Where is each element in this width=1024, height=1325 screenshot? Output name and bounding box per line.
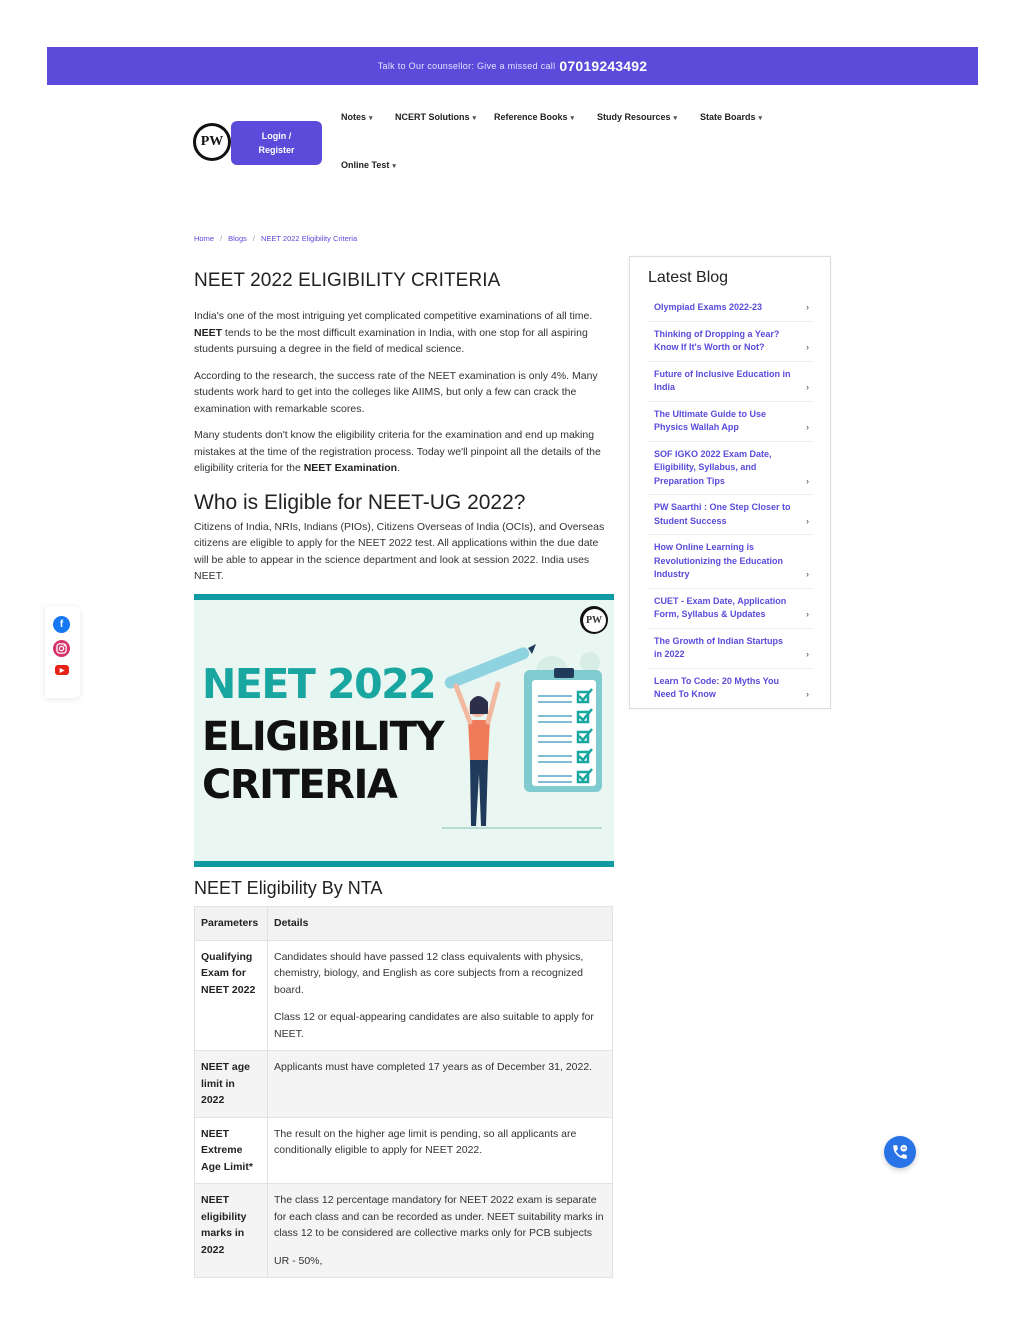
- nav-online-label: Online Test: [341, 160, 390, 170]
- article: [194, 270, 614, 595]
- nav-online-test[interactable]: [341, 160, 396, 170]
- phone-call-icon[interactable]: [884, 1136, 916, 1168]
- table-header-row: [195, 907, 613, 941]
- table-cell-details: The class 12 percentage mandatory for NEET 2022 exam is separate for each class and can be recorded as under. NEET suitability marks in class 12 to be considered are collective marks only for PCB subjects UR - 50%,: [268, 1184, 613, 1278]
- blog-item[interactable]: PW Saarthi : One Step Closer to Student Success ›: [648, 495, 813, 535]
- blog-item[interactable]: Future of Inclusive Education in India ›: [648, 362, 813, 402]
- sidebar-title: Latest Blog: [648, 269, 729, 286]
- section-heading-nta: NEET Eligibility By NTA: [194, 878, 383, 898]
- breadcrumb-blogs[interactable]: Blogs: [228, 234, 247, 243]
- banner-line-1: NEET 2022: [202, 660, 436, 708]
- neet-exam-link[interactable]: NEET Examination: [303, 462, 398, 474]
- social-share-bar: [45, 606, 80, 698]
- neet-banner-image: [194, 594, 614, 867]
- table-header-parameters: Parameters: [195, 907, 268, 941]
- blog-list: [648, 295, 813, 708]
- woman-checklist-illustration: [432, 632, 612, 832]
- table-row: [195, 1117, 613, 1184]
- chevron-right-icon: ›: [806, 689, 809, 699]
- table-row: [195, 1051, 613, 1118]
- caret-down-icon: ▾: [570, 115, 575, 122]
- nav-study-label: Study Resources: [597, 112, 671, 122]
- pw-logo-text: PW: [196, 126, 228, 158]
- counsellor-bar: [47, 47, 978, 85]
- nav-notes[interactable]: [341, 112, 373, 122]
- table-row: [195, 1184, 613, 1278]
- blog-item[interactable]: Olympiad Exams 2022-23 ›: [648, 295, 813, 322]
- caret-down-icon: ▾: [472, 115, 477, 122]
- breadcrumb: Home / Blogs / NEET 2022 Eligibility Criteria: [194, 234, 358, 243]
- blog-item[interactable]: The Growth of Indian Startups in 2022 ›: [648, 629, 813, 669]
- nav-state-label: State Boards: [700, 112, 756, 122]
- table-cell-param: NEET Extreme Age Limit*: [195, 1117, 268, 1184]
- blog-item[interactable]: Thinking of Dropping a Year? Know If It's Worth or Not? ›: [648, 322, 813, 362]
- chevron-right-icon: ›: [806, 342, 809, 352]
- caret-down-icon: ▾: [369, 115, 373, 122]
- nav-reference-label: Reference Books: [494, 112, 568, 122]
- youtube-icon[interactable]: ▶: [55, 665, 69, 675]
- criteria-paragraph: Many students don't know the eligibility criteria for the examination and end up making mistakes at the time of the registration process. Today we'll pinpoint all the details of the eligibility criteria for the NEET Examination.: [194, 429, 601, 474]
- blog-item[interactable]: SOF IGKO 2022 Exam Date, Eligibility, Syllabus, and Preparation Tips ›: [648, 442, 813, 496]
- page-title: NEET 2022 ELIGIBILITY CRITERIA: [194, 270, 501, 291]
- nav-study-resources[interactable]: [597, 112, 677, 122]
- table-cell-param: NEET age limit in 2022: [195, 1051, 268, 1118]
- pw-logo[interactable]: [193, 123, 231, 161]
- breadcrumb-current: NEET 2022 Eligibility Criteria: [260, 234, 358, 243]
- blog-item[interactable]: Learn To Code: 20 Myths You Need To Know ›: [648, 669, 813, 708]
- neet-link[interactable]: NEET: [194, 326, 223, 339]
- table-cell-param: NEET eligibility marks in 2022: [195, 1184, 268, 1278]
- table-cell-param: Qualifying Exam for NEET 2022: [195, 940, 268, 1051]
- eligibility-table: [194, 906, 613, 1278]
- table-header-details: Details: [268, 907, 613, 941]
- blog-item[interactable]: How Online Learning is Revolutionizing the Education Industry ›: [648, 535, 813, 589]
- instagram-icon[interactable]: [53, 640, 70, 657]
- table-cell-details: Applicants must have completed 17 years as of December 31, 2022.: [268, 1051, 613, 1118]
- caret-down-icon: ▾: [673, 115, 678, 122]
- nav-ncert-label: NCERT Solutions: [395, 112, 470, 122]
- banner-line-3: CRITERIA: [202, 762, 397, 808]
- latest-blog-sidebar: [629, 256, 831, 709]
- section-heading-eligible: Who is Eligible for NEET-UG 2022?: [194, 490, 526, 514]
- intro-paragraph: India's one of the most intriguing yet complicated competitive examinations of all time. NEET tends to be the most difficult examination in India, with one stop for all aspiring students pursuing a degree in the field of medical science.: [194, 310, 593, 355]
- register-label: Register: [258, 145, 295, 155]
- nav-reference-books[interactable]: [494, 112, 574, 122]
- banner-line-2: ELIGIBILITY: [202, 714, 443, 760]
- chevron-right-icon: ›: [806, 382, 809, 392]
- caret-down-icon: ▾: [758, 115, 763, 122]
- caret-down-icon: ▾: [392, 163, 396, 170]
- breadcrumb-home[interactable]: Home: [194, 234, 215, 243]
- nav-notes-label: Notes: [341, 112, 367, 122]
- chevron-right-icon: ›: [806, 569, 809, 579]
- table-cell-details: The result on the higher age limit is pending, so all applicants are conditionally eligible to apply for NEET 2022.: [268, 1117, 613, 1184]
- chevron-right-icon: ›: [806, 609, 809, 619]
- login-label: Login /: [261, 131, 292, 141]
- blog-item[interactable]: The Ultimate Guide to Use Physics Wallah App ›: [648, 402, 813, 442]
- chevron-right-icon: ›: [806, 475, 809, 486]
- table-row: [195, 940, 613, 1051]
- research-paragraph: According to the research, the success rate of the NEET examination is only 4%. Many students work hard to get into the colleges like AIIMS, but only a few can crack the examination with remarkable scores.: [194, 369, 598, 415]
- blog-item[interactable]: CUET - Exam Date, Application Form, Syllabus & Updates ›: [648, 589, 813, 629]
- chevron-right-icon: ›: [806, 422, 809, 432]
- chevron-right-icon: ›: [806, 649, 809, 659]
- counsellor-phone[interactable]: 07019243492: [559, 58, 648, 74]
- login-register-button[interactable]: [231, 121, 322, 165]
- nav-state-boards[interactable]: [700, 112, 762, 122]
- nav-ncert-solutions[interactable]: [395, 112, 476, 122]
- table-cell-details: Candidates should have passed 12 class equivalents with physics, chemistry, biology, and English as core subjects from a recognized board. Class 12 or equal-appearing candidates are also suitable to apply for NEET.: [268, 940, 613, 1051]
- chevron-right-icon: ›: [806, 515, 809, 526]
- banner-pw-logo: PW: [580, 606, 608, 634]
- facebook-icon[interactable]: f: [53, 616, 70, 633]
- counsellor-text: Talk to Our counsellor: Give a missed call: [377, 61, 556, 71]
- eligible-paragraph: Citizens of India, NRIs, Indians (PIOs), Citizens Overseas of India (OCIs), and Overseas citizens are eligible to apply for the NEET 2022 test. All applications within the due date will be able to appear in the science department and look at session 2022. India uses NEET.: [194, 520, 605, 582]
- chevron-right-icon: ›: [806, 302, 809, 312]
